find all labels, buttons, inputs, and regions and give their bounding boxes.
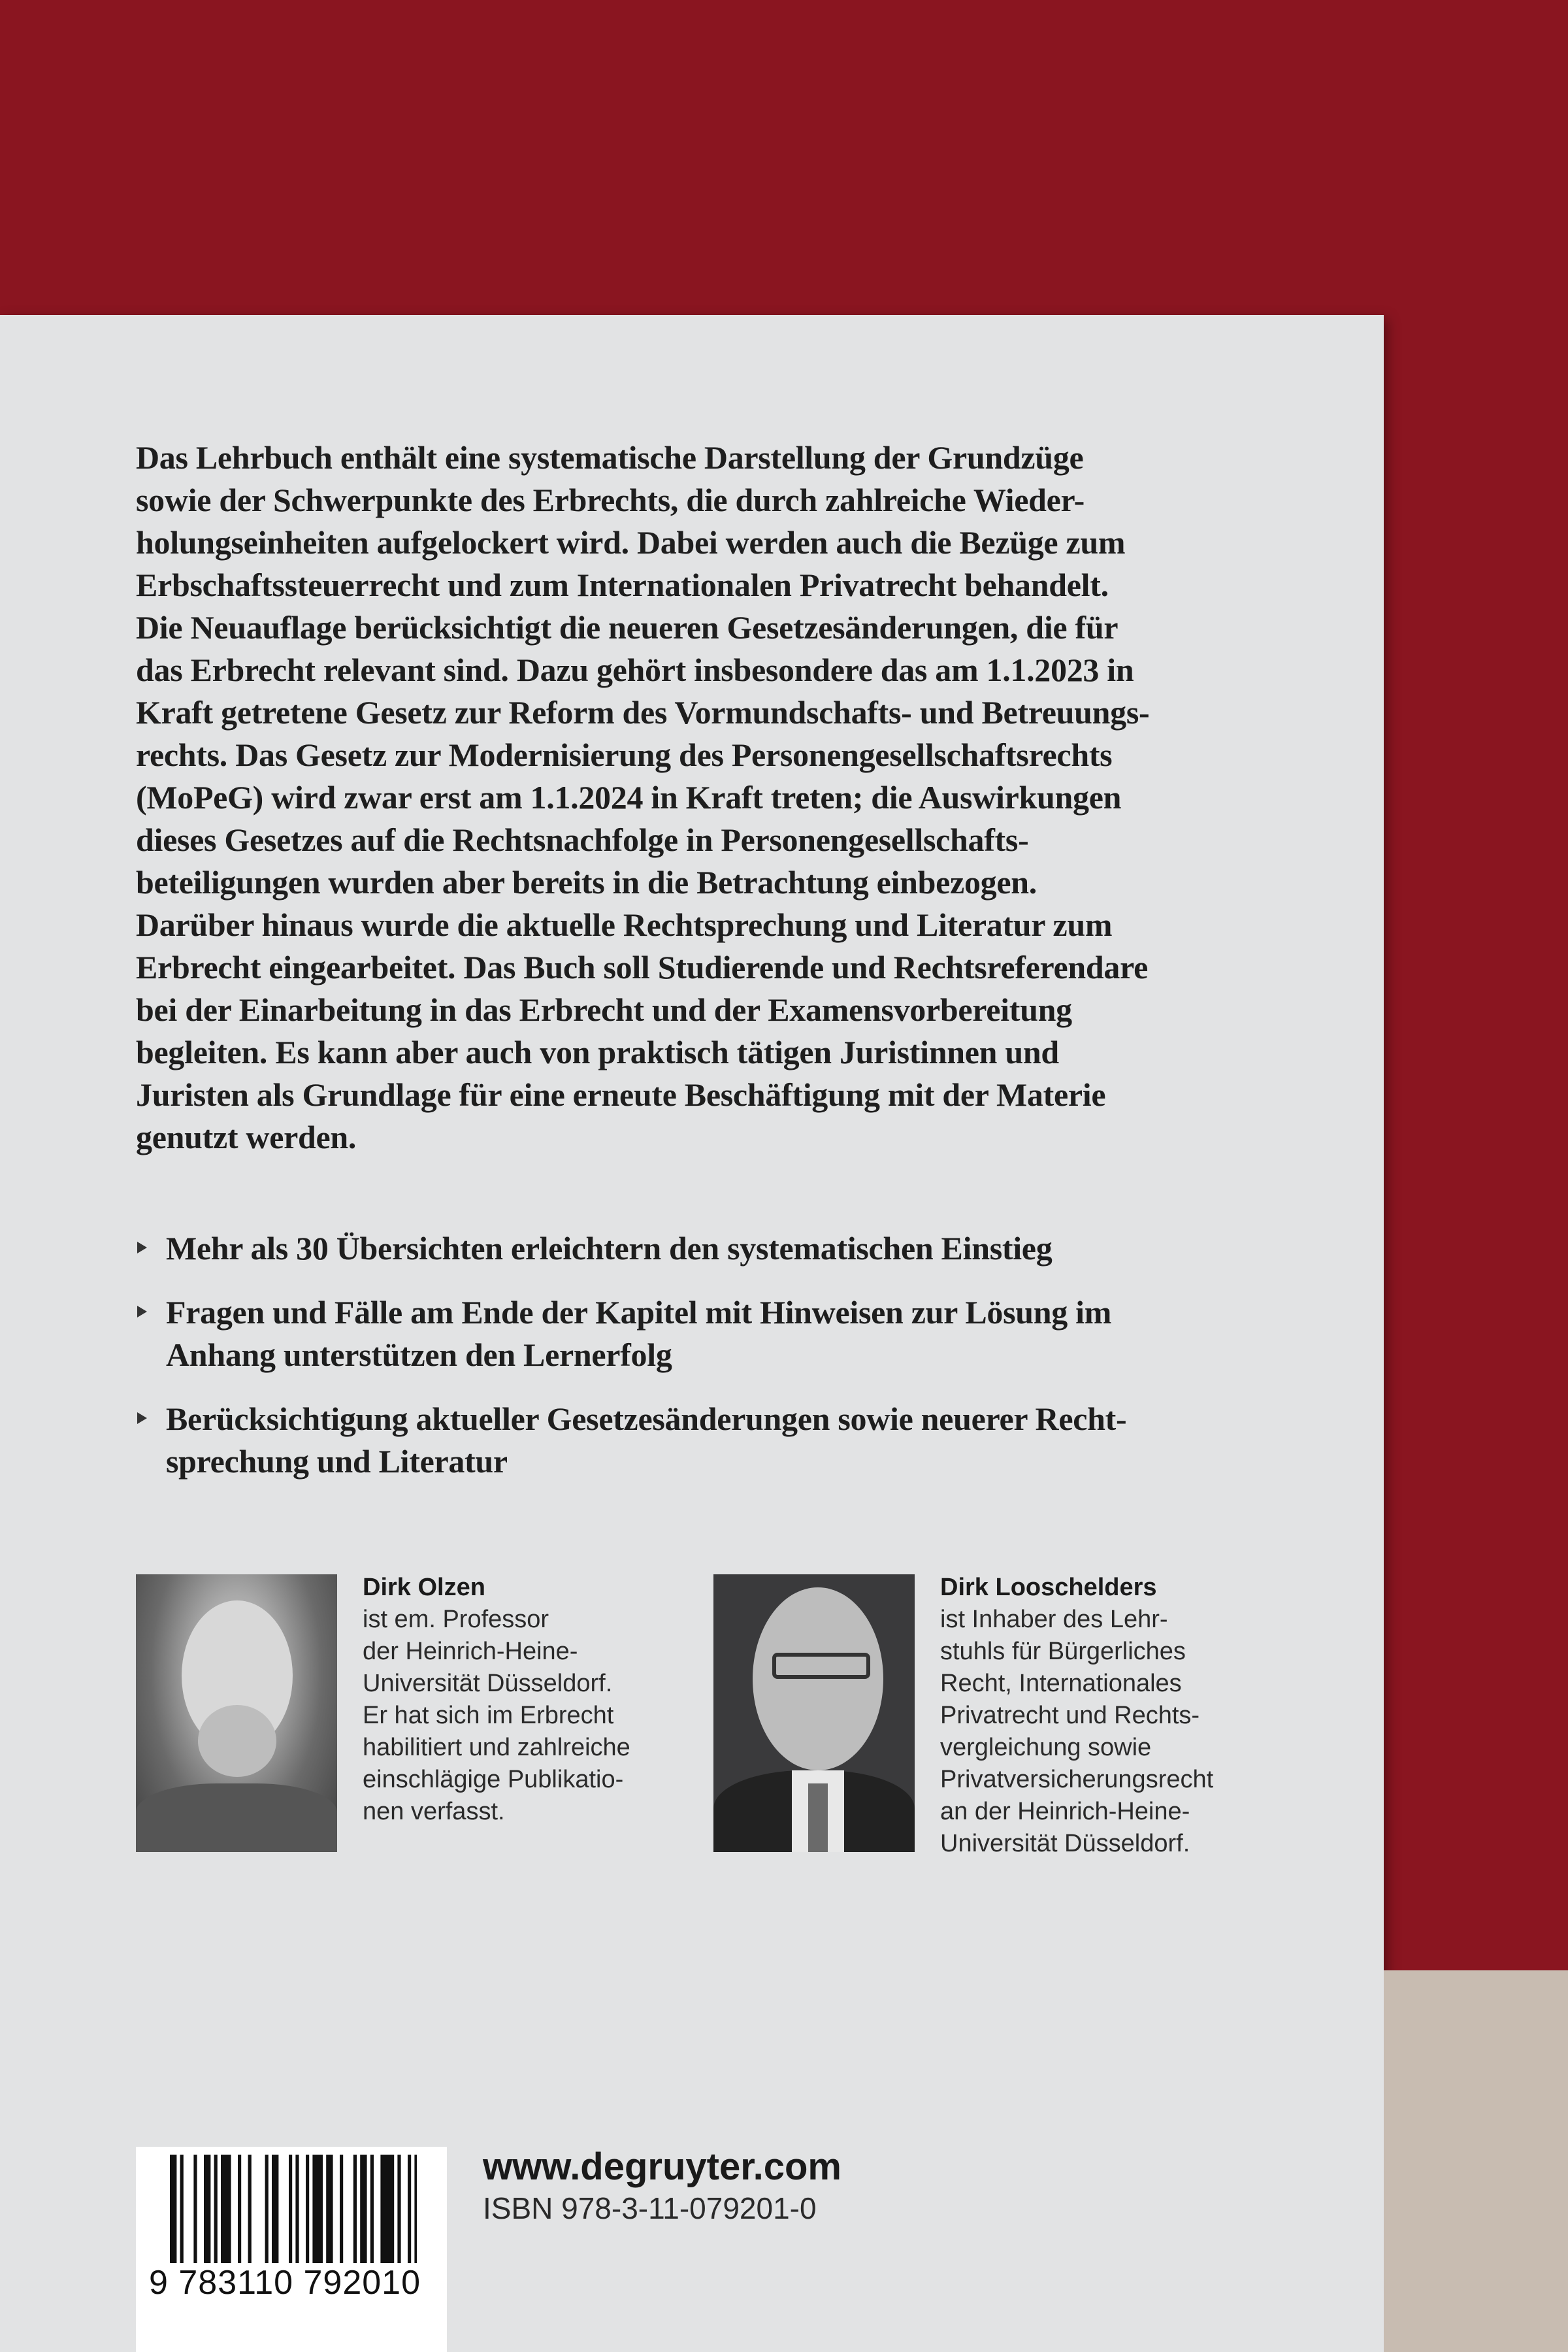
bullet-line: Anhang unterstützen den Lernerfolg [166, 1336, 672, 1373]
author-bio-line: der Heinrich-Heine- [363, 1638, 578, 1665]
triangle-bullet-icon [137, 1412, 147, 1424]
barcode-bar [204, 2155, 210, 2279]
bullet-line: Mehr als 30 Übersichten erleichtern den systematischen Einstieg [166, 1230, 1053, 1267]
blurb-line: Das Lehrbuch enthält eine systematische Darstellung der Grundzüge [136, 439, 1084, 476]
author-bio-olzen [363, 1572, 630, 1828]
author-bio-line: vergleichung sowie [940, 1734, 1152, 1761]
barcode-bar [370, 2155, 374, 2279]
bullet-line: Berücksichtigung aktueller Gesetzesänderungen sowie neuerer Recht- [166, 1400, 1127, 1437]
barcode-bar [289, 2155, 292, 2279]
triangle-bullet-icon [137, 1242, 147, 1253]
bullet-line: Fragen und Fälle am Ende der Kapitel mit Hinweisen zur Lösung im [166, 1294, 1112, 1331]
publisher-url[interactable]: www.degruyter.com [483, 2145, 841, 2188]
author-name: Dirk Olzen [363, 1574, 485, 1601]
barcode-bar [295, 2155, 299, 2279]
barcode-bar [214, 2155, 218, 2279]
blurb-line: Erbschaftssteuerrecht und zum Internationalen Privatrecht behandelt. [136, 567, 1109, 603]
author-bio-looschelders [940, 1572, 1213, 1860]
author-bio-line: nen verfasst. [363, 1798, 505, 1825]
barcode-bar [312, 2155, 323, 2279]
barcode-bar [397, 2155, 400, 2279]
author-bio-line: Universität Düsseldorf. [940, 1830, 1190, 1857]
author-bio-line: einschlägige Publikatio- [363, 1766, 624, 1793]
triangle-bullet-icon [137, 1306, 147, 1317]
author-bio-line: ist Inhaber des Lehr- [940, 1606, 1168, 1633]
barcode-bar [272, 2155, 278, 2279]
barcode-bar [193, 2155, 197, 2279]
author-bio-line: an der Heinrich-Heine- [940, 1798, 1190, 1825]
blurb-line: das Erbrecht relevant sind. Dazu gehört insbesondere das am 1.1.2023 in [136, 652, 1134, 688]
blurb-line: Kraft getretene Gesetz zur Reform des Vormundschafts- und Betreuungs- [136, 694, 1150, 731]
blurb-line: beteiligungen wurden aber bereits in die Betrachtung einbezogen. [136, 864, 1037, 901]
blurb-line: (MoPeG) wird zwar erst am 1.1.2024 in Kraft treten; die Auswirkungen [136, 779, 1122, 816]
author-photo-looschelders [713, 1574, 915, 1852]
blurb-line: bei der Einarbeitung in das Erbrecht und der Examensvorbereitung [136, 991, 1072, 1028]
barcode-bar [408, 2155, 411, 2279]
bullet-item [136, 1227, 1286, 1270]
author-photo-olzen [136, 1574, 337, 1852]
blurb-line: Juristen als Grundlage für eine erneute Beschäftigung mit der Materie [136, 1076, 1106, 1113]
author-bio-line: habilitiert und zahlreiche [363, 1734, 630, 1761]
barcode-bar [380, 2155, 394, 2279]
barcode-number: 9 783110 792010 [149, 2264, 421, 2302]
bullet-item [136, 1291, 1286, 1376]
author-bio-line: stuhls für Bürgerliches [940, 1638, 1186, 1665]
barcode [136, 2147, 447, 2352]
barcode-bar [221, 2155, 231, 2279]
barcode-bar [340, 2155, 343, 2279]
barcode-bar [353, 2155, 357, 2279]
blurb-line: dieses Gesetzes auf die Rechtsnachfolge in Personengesellschafts- [136, 821, 1029, 858]
blurb-line: begleiten. Es kann aber auch von praktisch tätigen Juristinnen und [136, 1034, 1059, 1070]
author-bio-line: Privatrecht und Rechts- [940, 1702, 1200, 1729]
blurb-text [136, 437, 1286, 1159]
barcode-bar [306, 2155, 309, 2279]
isbn: ISBN 978-3-11-079201-0 [483, 2191, 817, 2225]
barcode-bar [238, 2155, 241, 2279]
beige-strip [1384, 1970, 1568, 2352]
bullet-line: sprechung und Literatur [166, 1443, 508, 1480]
feature-bullets [136, 1227, 1286, 1504]
blurb-line: Die Neuauflage berücksichtigt die neueren Gesetzesänderungen, die für [136, 609, 1119, 646]
author-bio-line: Er hat sich im Erbrecht [363, 1702, 614, 1729]
barcode-bar [414, 2155, 417, 2279]
blurb-line: genutzt werden. [136, 1119, 357, 1155]
barcode-bar [326, 2155, 333, 2279]
blurb-line: sowie der Schwerpunkte des Erbrechts, die durch zahlreiche Wieder- [136, 482, 1085, 518]
blurb-line: Darüber hinaus wurde die aktuelle Rechtsprechung und Literatur zum [136, 906, 1113, 943]
author-name: Dirk Looschelders [940, 1574, 1157, 1601]
blurb-line: rechts. Das Gesetz zur Modernisierung des Personengesellschaftsrechts [136, 737, 1113, 773]
barcode-bar [265, 2155, 269, 2279]
author-bio-line: Recht, Internationales [940, 1670, 1182, 1697]
bullet-item [136, 1398, 1286, 1483]
author-bio-line: Universität Düsseldorf. [363, 1670, 613, 1697]
barcode-bar [360, 2155, 367, 2279]
barcode-bar [248, 2155, 252, 2279]
author-bio-line: Privatversicherungsrecht [940, 1766, 1214, 1793]
blurb-line: Erbrecht eingearbeitet. Das Buch soll Studierende und Rechtsreferendare [136, 949, 1148, 986]
author-bio-line: ist em. Professor [363, 1606, 549, 1633]
blurb-line: holungseinheiten aufgelockert wird. Dabei werden auch die Bezüge zum [136, 524, 1126, 561]
